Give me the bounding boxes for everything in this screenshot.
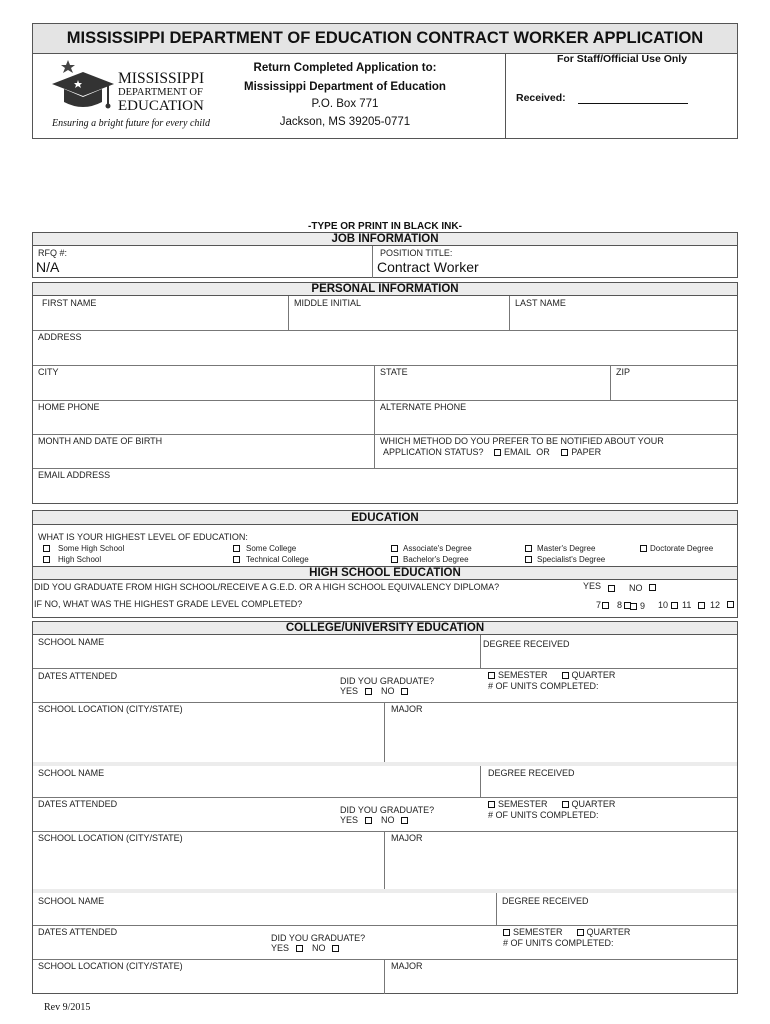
hs-yes-option[interactable] [583,581,618,592]
did-graduate-3: DID YOU GRADUATE? [271,933,366,943]
personal-row-line [33,434,737,435]
logo-line-3: EDUCATION [118,98,204,114]
yes-label: YES [340,815,359,825]
semester-label: SEMESTER [513,927,563,937]
quarter-checkbox[interactable] [562,672,569,679]
middle-initial-field[interactable]: MIDDLE INITIAL [294,298,362,308]
grade-label: 7 [596,600,602,610]
school-name-1[interactable]: SCHOOL NAME [38,637,105,647]
hs-yes-checkbox [608,585,615,592]
semester-checkbox[interactable] [488,801,495,808]
position-value[interactable]: Contract Worker [377,259,479,275]
email-option: EMAIL [504,447,531,457]
first-name-field[interactable]: FIRST NAME [42,298,97,308]
college-section-title: COLLEGE/UNIVERSITY EDUCATION [33,621,737,635]
graduate-no-checkbox[interactable] [401,688,408,695]
checkbox-icon [630,603,637,610]
yes-label: YES [340,686,359,696]
alternate-phone-field[interactable]: ALTERNATE PHONE [380,402,467,412]
edu-option-hs[interactable] [43,555,101,564]
checkbox-icon [391,545,398,552]
rfq-value[interactable]: N/A [36,259,60,275]
city-zip: Jackson, MS 39205-0771 [279,116,411,128]
edu-option-label: Some College [246,544,297,553]
grade-label: 9 [640,601,646,611]
edu-option-label: Some High School [58,544,125,553]
position-label: POSITION TITLE: [380,248,453,258]
no-label: NO [312,943,326,953]
email-checkbox[interactable] [494,449,501,456]
college-col-line [384,959,385,994]
education-section-title: EDUCATION [33,510,737,525]
quarter-label: QUARTER [586,927,631,937]
checkbox-icon [43,545,50,552]
po-box: P.O. Box 771 [311,98,379,110]
hs-no-option[interactable] [629,583,659,593]
grade-9[interactable] [630,601,645,611]
school-name-3[interactable]: SCHOOL NAME [38,896,105,906]
edu-option-some-hs[interactable] [43,544,124,553]
edu-option-master[interactable] [525,544,595,553]
college-row-line [33,831,737,832]
job-section-title: JOB INFORMATION [33,232,737,246]
quarter-checkbox[interactable] [577,929,584,936]
hs-yes-label: YES [583,581,602,591]
checkbox-icon [698,602,705,609]
graduate-yes-checkbox[interactable] [365,688,372,695]
school-location-1[interactable]: SCHOOL LOCATION (CITY/STATE) [38,704,183,714]
checkbox-icon [525,556,532,563]
high-school-section-title: HIGH SCHOOL EDUCATION [33,566,737,580]
semester-label: SEMESTER [498,670,548,680]
graduate-options-1 [340,686,411,696]
graduate-yes-checkbox[interactable] [296,945,303,952]
personal-section-title: PERSONAL INFORMATION [33,282,737,296]
college-row-line [33,668,737,669]
degree-received-2[interactable]: DEGREE RECEIVED [488,768,575,778]
staff-divider [505,53,506,139]
college-col-line [384,831,385,889]
term-options-1 [488,670,615,680]
degree-received-1[interactable]: DEGREE RECEIVED [483,639,570,649]
edu-option-technical[interactable] [233,555,309,564]
grade-11[interactable] [682,600,691,610]
quarter-checkbox[interactable] [562,801,569,808]
semester-checkbox[interactable] [488,672,495,679]
did-graduate-2: DID YOU GRADUATE? [340,805,435,815]
school-location-2[interactable]: SCHOOL LOCATION (CITY/STATE) [38,833,183,843]
grade-label: 10 [658,600,669,610]
personal-col-line [374,365,375,468]
edu-option-label: Master's Degree [537,544,596,553]
graduation-cap-icon [48,58,118,120]
hs-graduate-question: DID YOU GRADUATE FROM HIGH SCHOOL/RECEIVE A G.E.D. OR A HIGH SCHOOL EQUIVALENCY DIPLOMA? [34,582,500,592]
degree-received-3[interactable]: DEGREE RECEIVED [502,896,589,906]
edu-option-label: High School [58,555,102,564]
graduate-yes-checkbox[interactable] [365,817,372,824]
city-field[interactable]: CITY [38,367,59,377]
received-label: Received: [516,92,566,104]
checkbox-icon [391,556,398,563]
logo-tagline: Ensuring a bright future for every child [52,118,210,129]
term-options-3 [503,927,630,937]
edu-option-label: Associate's Degree [403,544,472,553]
or-text: OR [536,447,550,457]
job-divider [372,246,373,278]
personal-row-line [33,468,737,469]
graduate-no-checkbox[interactable] [401,817,408,824]
personal-section [32,282,738,504]
personal-col-line [509,296,510,330]
no-label: NO [381,686,395,696]
did-graduate-1: DID YOU GRADUATE? [340,676,435,686]
edu-option-label: Doctorate Degree [650,544,714,553]
zip-field[interactable]: ZIP [616,367,631,377]
no-label: NO [381,815,395,825]
college-col-line [480,635,481,668]
notify-status-label: APPLICATION STATUS? [383,447,484,457]
education-question: WHAT IS YOUR HIGHEST LEVEL OF EDUCATION: [38,532,248,542]
block-separator [33,889,737,893]
revision-note: Rev 9/2015 [44,1002,91,1013]
hs-no-label: NO [629,583,643,593]
units-completed-1[interactable]: # OF UNITS COMPLETED: [488,681,599,691]
major-3[interactable]: MAJOR [391,961,423,971]
edu-option-doctorate[interactable] [640,544,713,553]
return-to: Return Completed Application to: [253,62,437,74]
edu-option-label: Specialist's Degree [537,555,606,564]
rfq-label: RFQ #: [38,248,68,258]
term-options-2 [488,799,615,809]
edu-option-label: Bachelor's Degree [403,555,469,564]
edu-option-specialist[interactable] [525,555,605,564]
checkbox-icon [233,556,240,563]
yes-label: YES [271,943,290,953]
personal-col-line [610,365,611,400]
edu-option-bachelor[interactable] [391,555,469,564]
personal-row-line [33,330,737,331]
address-field[interactable]: ADDRESS [38,332,82,342]
paper-checkbox[interactable] [561,449,568,456]
grade-label: 12 [710,600,721,610]
dates-attended-1[interactable]: DATES ATTENDED [38,671,118,681]
semester-checkbox[interactable] [503,929,510,936]
checkbox-icon [233,545,240,552]
checkbox-icon [602,602,609,609]
grade-10[interactable] [658,600,681,610]
checkbox-icon [525,545,532,552]
mde-logo [44,58,214,134]
received-line[interactable] [578,103,688,104]
dates-attended-3[interactable]: DATES ATTENDED [38,927,118,937]
home-phone-field[interactable]: HOME PHONE [38,402,100,412]
state-field[interactable]: STATE [380,367,408,377]
form-title: MISSISSIPPI DEPARTMENT OF EDUCATION CONTRACT WORKER APPLICATION [66,29,704,47]
email-address-field[interactable]: EMAIL ADDRESS [38,470,111,480]
agency-name: Mississippi Department of Education [244,81,446,93]
college-col-line [496,893,497,925]
school-location-3[interactable]: SCHOOL LOCATION (CITY/STATE) [38,961,183,971]
dob-field[interactable]: MONTH AND DATE OF BIRTH [38,436,163,446]
quarter-label: QUARTER [571,670,616,680]
edu-option-some-college[interactable] [233,544,296,553]
checkbox-icon [640,545,647,552]
grade-12[interactable] [698,600,720,610]
graduate-no-checkbox[interactable] [332,945,339,952]
college-row-line [33,959,737,960]
checkbox-icon [727,601,734,608]
college-col-line [384,702,385,762]
personal-row-line [33,365,737,366]
personal-row-line [33,400,737,401]
ink-instruction: -TYPE OR PRINT IN BLACK INK- [308,221,462,232]
logo-line-1: MISSISSIPPI [118,70,205,87]
graduate-options-3 [271,943,342,953]
graduate-options-2 [340,815,411,825]
paper-option: PAPER [571,447,602,457]
logo-line-2: DEPARTMENT OF [118,87,203,98]
grade-7[interactable] [596,600,612,610]
grade-label: 11 [682,600,692,610]
quarter-label: QUARTER [571,799,616,809]
notify-question-2 [383,447,601,457]
last-name-field[interactable]: LAST NAME [515,298,566,308]
dates-attended-2[interactable]: DATES ATTENDED [38,799,118,809]
hs-no-checkbox [649,584,656,591]
units-completed-3[interactable]: # OF UNITS COMPLETED: [503,938,614,948]
school-name-2[interactable]: SCHOOL NAME [38,768,105,778]
units-completed-2[interactable]: # OF UNITS COMPLETED: [488,810,599,820]
major-2[interactable]: MAJOR [391,833,423,843]
college-row-line [33,925,737,926]
major-1[interactable]: MAJOR [391,704,423,714]
college-row-line [33,702,737,703]
edu-option-associate[interactable] [391,544,472,553]
college-row-line [33,797,737,798]
hs-grade-question: IF NO, WHAT WAS THE HIGHEST GRADE LEVEL COMPLETED? [34,599,303,609]
checkbox-icon [671,602,678,609]
personal-col-line [288,296,289,330]
grade-12-checkbox[interactable] [727,599,737,609]
grade-label: 8 [617,600,623,610]
block-separator [33,762,737,766]
college-col-line [480,766,481,797]
notify-question: WHICH METHOD DO YOU PREFER TO BE NOTIFIED ABOUT YOUR [380,436,664,446]
checkbox-icon [43,556,50,563]
edu-option-label: Technical College [246,555,309,564]
staff-use: For Staff/Official Use Only [556,53,688,65]
semester-label: SEMESTER [498,799,548,809]
